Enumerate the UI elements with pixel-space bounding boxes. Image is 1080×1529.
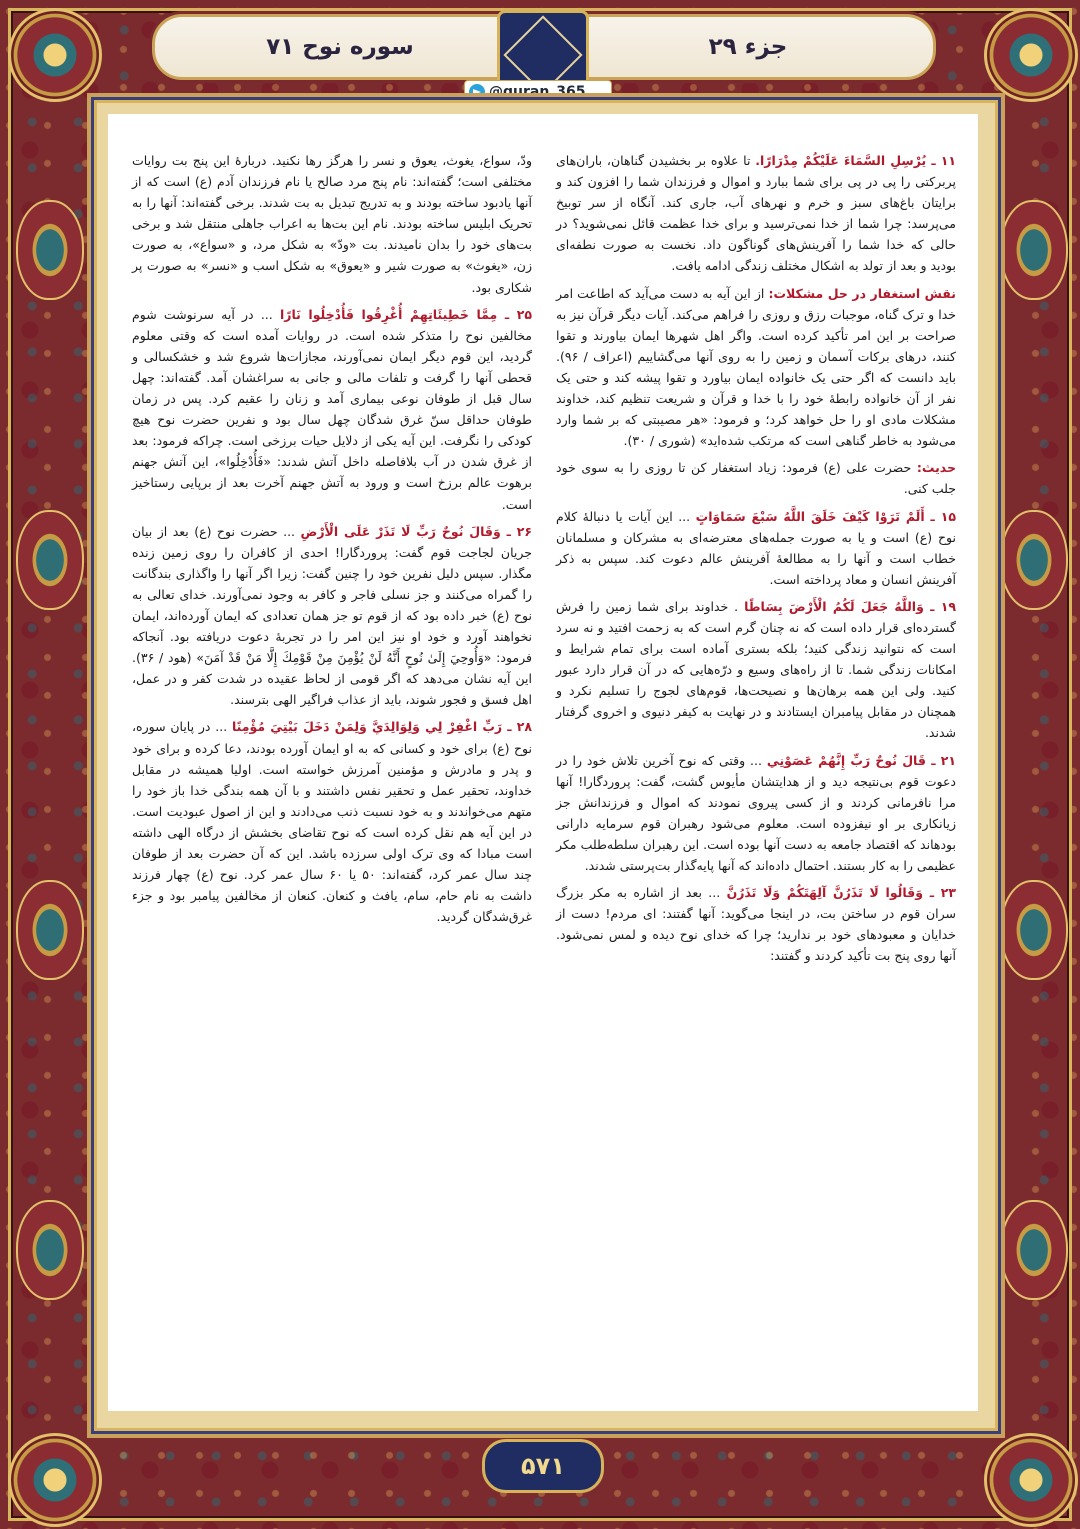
commentary-text: ... بعد از اشاره به مکر بزرگ سران قوم در ساختن بت، در اینجا می‌گوید: آنها گفتند: ای مردم! دست از خدایان و معبودهای خود بر ندارید؛ چرا که خدای نوح دیده و لمس نمی‌شود. آنها روی پنج بت تأکید کردند و گفتند: — [556, 885, 956, 964]
page-number: ۵۷۱ — [521, 1452, 565, 1480]
commentary-paragraph — [556, 750, 956, 877]
verse-number: ۲۳ ـ — [923, 885, 957, 901]
verse-number: ۱۹ ـ — [923, 598, 956, 614]
corner-ornament-bottom-left — [8, 1433, 102, 1527]
commentary-text: ... وقتی که نوح آخرین تلاش خود را در دعوت قوم بی‌نتیجه دید و از هدایتشان مأیوس گشت، گفت: پروردگارا! آنها مرا نافرمانی کردند و از کسی پیروی نمودند که اموال و فرزندانش جز زیانکاری بر او نیفزوده است. معلوم می‌شود رهبران قوم سرمایه دارانی بودهاند که اقتصاد جامعه به دست آنها بوده است. این رهبران سلطه‌طلب مکر عظیمی را به کار بستند. احتمال داده‌اند که آنها پایه‌گذار بت‌پرستی شدند. — [556, 752, 956, 873]
corner-ornament-top-left — [8, 8, 102, 102]
side-medallion-right — [1000, 200, 1068, 300]
commentary-text: از این آیه به دست می‌آید که اطاعت امر خدا و ترک گناه، موجبات رزق و روزی را فراهم می‌کند. آیات دیگر قرآن نیز به صراحت بر این امر تأکید کرده است. واگر اهل شهرها ایمان بیاورند و تقوا کنند، درهای برکات آسمان و زمین را به روی آنها می‌گشاییم (اعراف / ۹۶). باید دانست که اگر حتی یک خانواده ایمان بیاورد و تقوا پیشه کند و حتی یک نفر از آن خانواده رابطهٔ خود را با خدا و قرآن و شریعت تنظیم کند، خداوند مشکلات مادی او را حل خواهد کرد؛ و فرمود: «هر مصیبتی که بر شما وارد می‌شود به خاطر گناهی است که مرتکب شده‌اید» (شوری / ۳۰). — [556, 285, 956, 449]
side-medallion-right — [1000, 510, 1068, 610]
commentary-column-right — [556, 150, 956, 972]
side-medallion-left — [16, 880, 84, 980]
telegram-icon — [469, 84, 485, 100]
commentary-paragraph — [556, 150, 956, 277]
commentary-text: ودّ، سواع، یغوث، یعوق و نسر را هرگز رها نکنید. دربارهٔ این پنج بت روایات مختلفی است؛ گفته‌اند: نام پنج مرد صالح یا نام فرزندان آدم (ع) است که از آنها یادبود ساخته بودند و به تدریج تبدیل به بت شدند. برخی گفته‌اند: آنها را به تحریک ابلیس ساخته بودند. نام این بت‌ها به اعراب جاهلی منتقل شد و برخی بت‌های خود را بدان نامیدند. بت «ودّ» به شکل مرد، و «سواع»، به صورت زن، «یغوث» به صورت شیر و «یعوق» به شکل اسب و «نسر» به صورت پر شکاری بود. — [132, 153, 532, 295]
commentary-text: ... این آیات یا دنبالهٔ کلام نوح (ع) است و یا به صورت جمله‌های معترضه‌ای به مشرکان و مسلمانان خطاب است و آنها را به مطالعهٔ آفرینش عالم دعوت کند. سپس به ذکر آفرینش انسان و معاد پرداخته است. — [556, 508, 956, 587]
side-medallion-left — [16, 200, 84, 300]
verse-number: ۱۱ ـ — [926, 153, 956, 168]
verse-quote: يُرْسِلِ السَّمَاءَ عَلَيْكُمْ مِدْرَارًا. — [755, 153, 927, 168]
commentary-paragraph — [132, 521, 532, 711]
corner-ornament-bottom-right — [984, 1433, 1078, 1527]
page-number-badge — [482, 1439, 604, 1493]
commentary-text: ... حضرت نوح (ع) بعد از بیان جریان لجاجت قوم گفت: پروردگارا! احدی از کافران را روی زمین زنده مگذار. سپس دلیل نفرین خود را چنین گفت: زیرا اگر آنها را واگذاری بندگانت را گمراه می‌کنند و جز نسلی فاجر و کافر به وجود نمی‌آورند. خدای تعالی به نوح (ع) خبر داده بود که از قوم تو جز همان تعدادی که ایمان آورده‌اند، ایمان نخواهند آورد و خود او نیز این امر را در تجربهٔ دعوت دریافته بود. آنجاکه فرمود: «وَأُوحِيَ إِلَىٰ نُوحٍ أَنَّهُ لَنْ يُؤْمِنَ مِنْ قَوْمِكَ إِلَّا مَنْ قَدْ آمَنَ» (هود / ۳۶). این آیه نشان می‌دهد که اگر قومی از لحاظ عقیده در شدت کفر و در عمل، اهل فسق و فجور شوند، باید از عذاب فراگیر الهی بترسند. — [132, 523, 532, 708]
commentary-text: حضرت علی (ع) فرمود: زیاد استغفار کن تا روزی را به سوی خود جلب کنی. — [556, 460, 956, 497]
commentary-paragraph — [132, 304, 532, 515]
commentary-paragraph — [556, 882, 956, 966]
commentary-paragraph — [556, 457, 956, 499]
commentary-paragraph — [556, 596, 956, 744]
verse-number: ۱۵ ـ — [924, 508, 956, 524]
surah-title: سوره نوح ۷۱ — [266, 34, 414, 60]
verse-quote: قَالَ نُوحٌ رَبِّ إِنَّهُمْ عَصَوْنِي — [766, 752, 926, 768]
verse-number: ۲۸ ـ — [502, 719, 532, 735]
verse-quote: أَلَمْ تَرَوْا كَيْفَ خَلَقَ اللَّهُ سَبْعَ سَمَاوَاتٍ — [695, 508, 925, 524]
verse-quote: وَقَالُوا لَا تَذَرُنَّ آلِهَتَكُمْ وَلَا تَذَرُنَّ — [726, 885, 924, 901]
commentary-text: ... در پایان سوره، نوح (ع) برای خود و کسانی که به او ایمان آورده بودند، دعا کرده و برای خود و پدر و مادرش و مؤمنین آمرزش خواسته است. اولیا همیشه در مقابل خداوند، تحقیر عمل و تحقیر نفس داشتند و با آن همه بندگی خدا باز خود را متهم می‌خواندند و به خود نسبت ذنب می‌دادند و این از اصول عبودیت است. در این آیه هم نقل کرده است که نوح تقاضای بخشش از درگاه الهی داشته است مبادا که وی ترک اولی سرزده باشد. این که آن حضرت بعد از طوفان چند سال عمر کرد، گفته‌اند: ۵۰ یا ۶۰ سال عمر کرد. نوح (ع) چهار فرزند داشت به نام حام، سام، یافث و کنعان. کنعان از مخالفین پیامبر بود و جزء غرق‌شدگان گردید. — [132, 719, 533, 925]
verse-quote: مِمَّا خَطِيئَاتِهِمْ أُغْرِقُوا فَأُدْخِلُوا نَارًا — [279, 306, 498, 322]
side-medallion-left — [16, 510, 84, 610]
side-medallion-right — [1000, 880, 1068, 980]
commentary-text: . خداوند برای شما زمین را فرش گسترده‌ای قرار داده است که نه چنان گرم است که به زحمت افتید و نه سرد است که نتوانید زندگی کنید؛ بلکه بستری آماده است برای تمام شرایط و امکانات زندگی شما. تا از راه‌های وسیع و درّه‌هایی که در آن قرار دارد عبور کنید. ولی این همه برهان‌ها و نصیحت‌ها، قوم‌های لجوج را تسلیم نکرد و همچنان در مقابل پیامبران ایستادند و در نهایت به کیفر دنیوی و اخروی گرفتار شدند. — [556, 598, 956, 741]
verse-quote: وَاللَّهُ جَعَلَ لَكُمُ الْأَرْضَ بِسَاطًا — [744, 598, 924, 614]
corner-ornament-top-right — [984, 8, 1078, 102]
commentary-text: ... در آیه سرنوشت شوم مخالفین نوح را متذکر شده است. در روایات آمده است که وقتی معلوم گردید، این قوم دیگر ایمان نمی‌آورند، مجازات‌ها شروع شد و خشکسالی و قحطی آنها را گرفت و تلفات مالی و جانی به سراغشان آمد. گفته‌اند: چهل سال قبل از طوفان نوعی بیماری آمد و زنان را عقیم کرد. پس در زمان طوفان حداقل سنّ غرق شدگان چهل سال بود و نفرین حضرت نوح هیچ کودکی را نگرفت. این آیه یکی از دلایل حیات برزخی است. چراکه فرمود: بعد از غرق شدن در آب بلافاصله داخل آتش شدند: «فَأُدْخِلُوا»، این آتش جهنم برهوت عالم برزخ است و ورود به آتش جهنم آخرت بعد از برپایی رستاخیز است. — [132, 306, 532, 512]
verse-number: ۲۵ ـ — [497, 306, 532, 322]
side-medallion-left — [16, 1200, 84, 1300]
commentary-paragraph — [556, 283, 956, 452]
telegram-handle: @quran_365 — [489, 84, 586, 100]
juz-title: جزء ۲۹ — [708, 34, 788, 60]
section-heading: حدیث: — [916, 460, 956, 476]
commentary-text: تا علاوه بر بخشیدن گناهان، باران‌های پربرکتی را پی در پی برای شما ببارد و اموال و فرزندان شما را افزون کند و برایتان باغ‌های سبز و خرم و نهرهای آب، جاری کند. آنگاه از سر توبیخ می‌پرسد: چرا شما از خدا نمی‌ترسید و برای خدا عظمت قائل نمی‌شوید؟ در حالی که خدا شما را آفرینش‌های گوناگون داد. نخست به صورت نطفه‌ای بودید و بعد از تولد به اشکال مختلف زندگی ادامه یافت. — [556, 153, 956, 274]
verse-quote: رَبِّ اغْفِرْ لِي وَلِوَالِدَيَّ وَلِمَنْ دَخَلَ بَيْتِيَ مُؤْمِنًا — [231, 719, 503, 735]
section-heading: نقش استغفار در حل مشکلات: — [768, 285, 956, 301]
verse-quote: وَقَالَ نُوحٌ رَبِّ لَا تَذَرْ عَلَى الْأَرْضِ — [300, 523, 501, 539]
commentary-paragraph — [132, 716, 532, 927]
commentary-paragraph — [556, 506, 956, 590]
surah-title-cartouche — [152, 14, 528, 80]
verse-number: ۲۶ ـ — [500, 523, 532, 539]
juz-title-cartouche — [560, 14, 936, 80]
commentary-column-left — [132, 150, 532, 933]
commentary-paragraph — [132, 150, 532, 298]
verse-number: ۲۱ ـ — [925, 752, 956, 768]
side-medallion-right — [1000, 1200, 1068, 1300]
